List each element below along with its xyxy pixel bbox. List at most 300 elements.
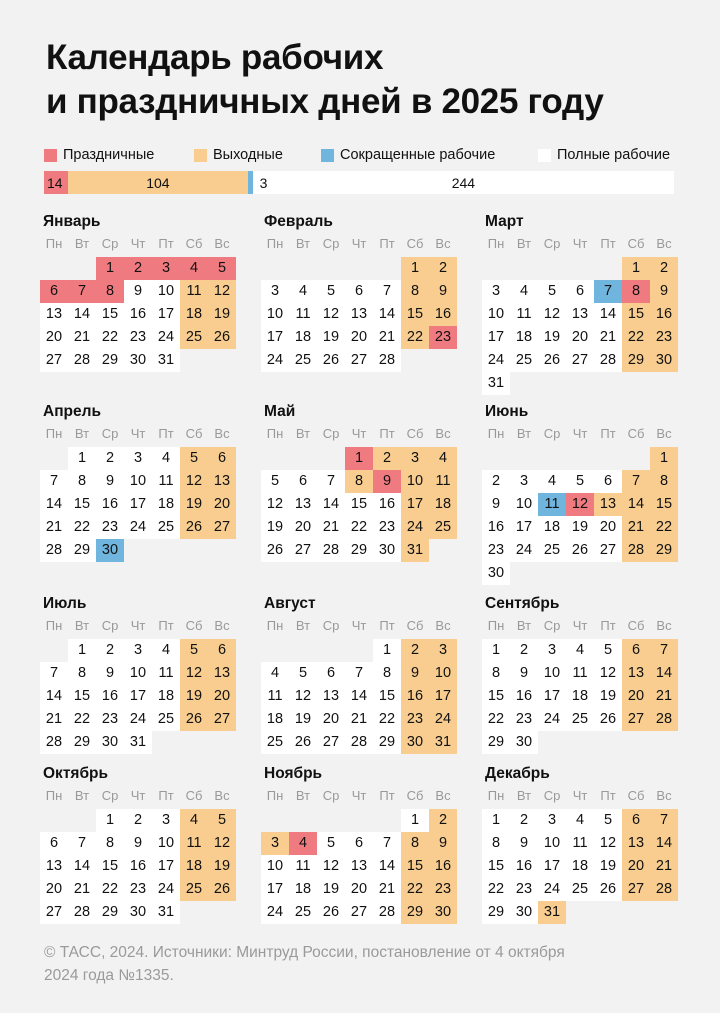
day-cell-work: 11 [152, 662, 180, 685]
day-cell-weekend: 26 [180, 516, 208, 539]
day-cell-weekend: 18 [429, 493, 457, 516]
day-cell-work: 11 [510, 303, 538, 326]
day-cell-weekend: 11 [180, 280, 208, 303]
day-cell-weekend: 9 [429, 832, 457, 855]
day-cell-work: 2 [510, 809, 538, 832]
day-cell-weekend: 6 [208, 447, 236, 470]
day-cell-holiday: 3 [152, 257, 180, 280]
summary-weekend-segment [68, 171, 248, 194]
weekday-label: Вс [435, 236, 451, 251]
day-cell-weekend: 29 [622, 349, 650, 372]
day-cell-work: 1 [482, 809, 510, 832]
day-grid [261, 257, 457, 372]
day-cell-weekend: 6 [208, 639, 236, 662]
day-cell-work: 14 [317, 493, 345, 516]
day-cell-work: 12 [594, 832, 622, 855]
day-cell-weekend: 9 [429, 280, 457, 303]
day-cell-holiday: 9 [373, 470, 401, 493]
day-cell-weekend: 7 [650, 639, 678, 662]
weekday-label: Пт [158, 618, 174, 633]
day-cell-work: 18 [152, 493, 180, 516]
day-cell-work: 22 [482, 878, 510, 901]
month-8 [261, 594, 457, 754]
day-cell-work: 14 [40, 493, 68, 516]
day-cell-work: 29 [96, 349, 124, 372]
weekday-label: Ср [322, 426, 340, 441]
day-cell-work: 28 [594, 349, 622, 372]
weekday-label: Пт [600, 788, 616, 803]
month-6 [482, 402, 678, 585]
weekday-header [40, 424, 236, 444]
day-cell-work: 6 [594, 470, 622, 493]
day-cell-work: 4 [152, 639, 180, 662]
day-cell-work: 15 [96, 855, 124, 878]
day-cell-work: 26 [538, 349, 566, 372]
day-cell-weekend: 11 [180, 832, 208, 855]
day-cell-weekend: 23 [650, 326, 678, 349]
day-cell-weekend: 14 [650, 662, 678, 685]
day-cell-work: 7 [345, 662, 373, 685]
day-cell-work: 16 [510, 685, 538, 708]
day-cell-work: 28 [373, 901, 401, 924]
day-grid [482, 447, 678, 585]
day-cell-work: 6 [40, 832, 68, 855]
day-cell-work: 5 [566, 470, 594, 493]
day-cell-weekend: 13 [208, 662, 236, 685]
day-cell-work: 19 [261, 516, 289, 539]
day-grid [40, 447, 236, 562]
day-cell-weekend: 10 [429, 662, 457, 685]
day-cell-short: 30 [96, 539, 124, 562]
day-cell-work: 25 [566, 708, 594, 731]
weekday-label: Вт [295, 618, 311, 633]
day-cell-work: 10 [482, 303, 510, 326]
day-cell-work: 12 [261, 493, 289, 516]
day-cell-work: 25 [510, 349, 538, 372]
day-cell-weekend: 26 [208, 878, 236, 901]
day-cell-work: 19 [289, 708, 317, 731]
day-cell-work: 18 [289, 326, 317, 349]
day-cell-work: 30 [96, 731, 124, 754]
day-cell-work: 4 [289, 280, 317, 303]
weekday-label: Вс [435, 618, 451, 633]
summary-bar [44, 171, 674, 194]
day-cell-weekend: 1 [622, 257, 650, 280]
day-cell-work: 21 [373, 326, 401, 349]
day-cell-work: 19 [317, 878, 345, 901]
day-cell-weekend: 28 [622, 539, 650, 562]
day-cell-weekend: 5 [208, 809, 236, 832]
weekday-label: Вт [516, 426, 532, 441]
day-cell-work: 23 [96, 708, 124, 731]
day-cell-work: 8 [68, 470, 96, 493]
day-cell-work: 28 [317, 539, 345, 562]
weekday-label: Чт [351, 426, 367, 441]
day-cell-work: 24 [261, 349, 289, 372]
day-cell-work: 6 [566, 280, 594, 303]
day-cell-weekend: 22 [622, 326, 650, 349]
day-cell-work: 8 [373, 662, 401, 685]
day-cell-work: 17 [510, 516, 538, 539]
day-cell-work: 30 [510, 731, 538, 754]
day-cell-holiday: 23 [429, 326, 457, 349]
day-cell-work: 10 [261, 855, 289, 878]
day-cell-weekend: 24 [401, 516, 429, 539]
legend-short [321, 147, 495, 163]
day-cell-holiday: 12 [566, 493, 594, 516]
day-cell-work: 4 [566, 809, 594, 832]
weekday-header [261, 786, 457, 806]
day-cell-work: 30 [373, 539, 401, 562]
weekday-label: Пт [158, 426, 174, 441]
day-cell-weekend: 20 [622, 685, 650, 708]
day-cell-work: 20 [40, 878, 68, 901]
month-name: Август [264, 595, 316, 612]
weekday-header [40, 786, 236, 806]
day-cell-work: 12 [317, 303, 345, 326]
legend [44, 147, 684, 165]
day-cell-work: 25 [289, 349, 317, 372]
day-cell-weekend: 14 [622, 493, 650, 516]
day-cell-work: 22 [373, 708, 401, 731]
legend-work [538, 147, 670, 163]
day-cell-weekend: 5 [180, 447, 208, 470]
day-cell-work: 27 [317, 731, 345, 754]
day-cell-weekend: 19 [180, 493, 208, 516]
day-cell-work: 8 [482, 832, 510, 855]
day-cell-weekend: 22 [401, 878, 429, 901]
day-cell-work: 29 [482, 731, 510, 754]
weekday-label: Вс [656, 618, 672, 633]
day-cell-work: 21 [40, 516, 68, 539]
day-cell-work: 18 [510, 326, 538, 349]
day-cell-work: 3 [152, 809, 180, 832]
title-line-1: Календарь рабочих [46, 38, 384, 77]
weekday-header [482, 786, 678, 806]
day-cell-work: 21 [317, 516, 345, 539]
day-cell-holiday: 4 [180, 257, 208, 280]
weekday-label: Ср [322, 618, 340, 633]
day-cell-weekend: 12 [180, 662, 208, 685]
weekday-label: Пт [379, 788, 395, 803]
day-cell-work: 19 [594, 685, 622, 708]
weekday-label: Пн [487, 426, 505, 441]
day-cell-work: 28 [345, 731, 373, 754]
day-cell-work: 7 [373, 280, 401, 303]
day-cell-work: 20 [40, 326, 68, 349]
day-cell-weekend: 10 [401, 470, 429, 493]
weekday-label: Ср [543, 618, 561, 633]
day-cell-work: 5 [317, 280, 345, 303]
summary-short-count: 3 [259, 174, 268, 191]
day-cell-weekend: 18 [180, 855, 208, 878]
day-cell-work: 18 [152, 685, 180, 708]
day-cell-work: 10 [538, 662, 566, 685]
day-cell-work: 12 [538, 303, 566, 326]
day-cell-work: 4 [152, 447, 180, 470]
day-cell-weekend: 31 [429, 731, 457, 754]
work-swatch-icon [538, 149, 551, 162]
day-cell-work: 11 [261, 685, 289, 708]
day-cell-work: 17 [482, 326, 510, 349]
day-cell-work: 28 [40, 731, 68, 754]
day-cell-weekend: 31 [401, 539, 429, 562]
months-grid [40, 212, 700, 932]
weekday-label: Сб [627, 788, 645, 803]
day-cell-work: 10 [124, 662, 152, 685]
day-cell-weekend: 8 [401, 832, 429, 855]
weekday-label: Пн [266, 618, 284, 633]
day-cell-work: 21 [40, 708, 68, 731]
day-grid [261, 447, 457, 562]
day-cell-work: 26 [566, 539, 594, 562]
weekday-header [482, 424, 678, 444]
day-cell-work: 29 [68, 731, 96, 754]
weekday-label: Вт [516, 788, 532, 803]
month-name: Апрель [43, 403, 102, 420]
day-cell-work: 12 [317, 855, 345, 878]
day-cell-work: 5 [594, 809, 622, 832]
month-10 [40, 764, 236, 924]
day-cell-work: 5 [538, 280, 566, 303]
day-cell-weekend: 19 [180, 685, 208, 708]
weekday-label: Сб [406, 236, 424, 251]
day-cell-work: 14 [373, 303, 401, 326]
day-cell-work: 17 [261, 326, 289, 349]
day-cell-work: 13 [40, 855, 68, 878]
day-cell-work: 31 [482, 372, 510, 395]
day-cell-work: 27 [40, 349, 68, 372]
weekday-label: Ср [101, 788, 119, 803]
weekday-label: Вт [295, 236, 311, 251]
weekday-label: Ср [101, 236, 119, 251]
weekday-label: Сб [627, 426, 645, 441]
weekday-label: Вс [214, 426, 230, 441]
day-cell-weekend: 5 [180, 639, 208, 662]
day-cell-weekend: 3 [401, 447, 429, 470]
weekday-label: Вс [435, 426, 451, 441]
day-cell-weekend: 16 [650, 303, 678, 326]
day-cell-weekend: 16 [429, 303, 457, 326]
day-cell-work: 17 [538, 855, 566, 878]
day-cell-work: 17 [124, 493, 152, 516]
month-name: Октябрь [43, 765, 109, 782]
day-cell-work: 8 [68, 662, 96, 685]
weekday-label: Ср [101, 618, 119, 633]
day-cell-work: 26 [289, 731, 317, 754]
day-cell-work: 24 [152, 326, 180, 349]
weekday-label: Чт [572, 618, 588, 633]
day-grid [261, 639, 457, 754]
day-cell-work: 10 [538, 832, 566, 855]
day-cell-weekend: 20 [622, 855, 650, 878]
day-cell-work: 6 [289, 470, 317, 493]
day-cell-work: 10 [124, 470, 152, 493]
weekday-label: Чт [572, 426, 588, 441]
weekday-label: Пн [45, 426, 63, 441]
day-cell-work: 9 [96, 470, 124, 493]
day-cell-short: 7 [594, 280, 622, 303]
day-cell-work: 13 [40, 303, 68, 326]
day-cell-weekend: 1 [401, 257, 429, 280]
day-cell-weekend: 27 [622, 878, 650, 901]
day-cell-work: 2 [96, 447, 124, 470]
day-cell-work: 12 [594, 662, 622, 685]
day-cell-work: 27 [345, 349, 373, 372]
weekday-label: Ср [101, 426, 119, 441]
day-cell-weekend: 29 [650, 539, 678, 562]
weekday-label: Чт [130, 788, 146, 803]
weekday-label: Вт [516, 618, 532, 633]
month-name: Февраль [264, 213, 333, 230]
day-cell-weekend: 28 [650, 878, 678, 901]
weekday-label: Пн [266, 788, 284, 803]
day-cell-work: 24 [152, 878, 180, 901]
weekday-label: Сб [185, 236, 203, 251]
day-cell-work: 1 [96, 809, 124, 832]
day-cell-weekend: 1 [650, 447, 678, 470]
day-cell-weekend: 26 [208, 326, 236, 349]
weekday-label: Чт [130, 236, 146, 251]
weekday-label: Чт [351, 618, 367, 633]
day-cell-work: 14 [40, 685, 68, 708]
day-cell-work: 7 [373, 832, 401, 855]
day-cell-work: 5 [317, 832, 345, 855]
month-2 [261, 212, 457, 372]
day-cell-weekend: 6 [622, 809, 650, 832]
weekday-label: Сб [406, 788, 424, 803]
day-cell-work: 23 [124, 326, 152, 349]
footer-line-2: 2024 года №1335. [44, 967, 174, 984]
day-cell-work: 14 [594, 303, 622, 326]
day-cell-work: 14 [373, 855, 401, 878]
day-cell-holiday: 2 [124, 257, 152, 280]
day-cell-work: 22 [345, 516, 373, 539]
day-cell-work: 15 [345, 493, 373, 516]
day-cell-work: 15 [68, 685, 96, 708]
day-cell-work: 21 [373, 878, 401, 901]
day-cell-work: 1 [68, 447, 96, 470]
month-3 [482, 212, 678, 395]
day-cell-work: 10 [261, 303, 289, 326]
day-cell-work: 24 [261, 901, 289, 924]
day-cell-work: 25 [152, 708, 180, 731]
day-cell-work: 21 [345, 708, 373, 731]
day-cell-work: 11 [152, 470, 180, 493]
weekday-label: Чт [572, 236, 588, 251]
day-cell-work: 29 [68, 539, 96, 562]
footer-source [44, 941, 684, 987]
day-cell-work: 18 [566, 685, 594, 708]
day-cell-work: 24 [124, 708, 152, 731]
month-11 [261, 764, 457, 924]
day-cell-work: 24 [482, 349, 510, 372]
day-cell-work: 31 [152, 901, 180, 924]
weekday-header [261, 234, 457, 254]
day-cell-work: 26 [317, 349, 345, 372]
page-title [46, 36, 686, 124]
month-name: Декабрь [485, 765, 550, 782]
day-cell-work: 4 [510, 280, 538, 303]
day-cell-work: 17 [538, 685, 566, 708]
weekday-label: Вт [295, 426, 311, 441]
day-cell-weekend: 16 [401, 685, 429, 708]
day-cell-work: 15 [68, 493, 96, 516]
day-cell-holiday: 6 [40, 280, 68, 303]
day-cell-work: 28 [40, 539, 68, 562]
weekday-header [482, 234, 678, 254]
day-cell-weekend: 21 [650, 685, 678, 708]
legend-holiday [44, 147, 154, 163]
day-cell-work: 22 [96, 878, 124, 901]
weekday-label: Ср [543, 788, 561, 803]
weekday-label: Вт [74, 618, 90, 633]
weekday-label: Пт [379, 426, 395, 441]
day-cell-weekend: 18 [180, 303, 208, 326]
legend-holiday-label: Праздничные [63, 147, 155, 163]
day-cell-weekend: 19 [208, 303, 236, 326]
weekday-label: Чт [130, 426, 146, 441]
day-cell-weekend: 2 [429, 257, 457, 280]
summary-holiday-count: 14 [47, 174, 63, 191]
month-name: Март [485, 213, 524, 230]
day-cell-work: 15 [96, 303, 124, 326]
day-cell-work: 1 [68, 639, 96, 662]
day-cell-work: 16 [373, 493, 401, 516]
day-cell-work: 23 [96, 516, 124, 539]
day-cell-weekend: 25 [180, 326, 208, 349]
day-cell-work: 23 [124, 878, 152, 901]
month-4 [40, 402, 236, 562]
day-cell-work: 13 [566, 303, 594, 326]
weekday-label: Пн [487, 236, 505, 251]
day-cell-work: 24 [538, 708, 566, 731]
day-grid [482, 809, 678, 924]
day-cell-work: 6 [345, 832, 373, 855]
day-cell-work: 9 [482, 493, 510, 516]
weekday-label: Пн [266, 426, 284, 441]
day-cell-work: 26 [594, 708, 622, 731]
day-cell-holiday: 8 [622, 280, 650, 303]
day-cell-work: 2 [482, 470, 510, 493]
day-cell-work: 3 [510, 470, 538, 493]
summary-work-count: 244 [451, 174, 476, 191]
weekday-label: Сб [406, 618, 424, 633]
weekday-label: Вт [74, 236, 90, 251]
day-cell-weekend: 13 [622, 832, 650, 855]
day-grid [40, 257, 236, 372]
day-cell-work: 4 [566, 639, 594, 662]
weekday-label: Чт [351, 788, 367, 803]
day-cell-work: 9 [124, 832, 152, 855]
day-cell-work: 19 [566, 516, 594, 539]
day-cell-weekend: 21 [650, 855, 678, 878]
day-cell-holiday: 7 [68, 280, 96, 303]
weekday-label: Чт [130, 618, 146, 633]
month-7 [40, 594, 236, 754]
day-cell-work: 29 [482, 901, 510, 924]
day-cell-weekend: 20 [208, 493, 236, 516]
day-cell-work: 14 [68, 303, 96, 326]
day-cell-work: 27 [289, 539, 317, 562]
day-cell-holiday: 1 [96, 257, 124, 280]
day-cell-work: 15 [373, 685, 401, 708]
day-cell-work: 11 [289, 855, 317, 878]
day-cell-work: 30 [482, 562, 510, 585]
day-cell-work: 13 [289, 493, 317, 516]
day-cell-work: 22 [482, 708, 510, 731]
day-cell-work: 25 [289, 901, 317, 924]
